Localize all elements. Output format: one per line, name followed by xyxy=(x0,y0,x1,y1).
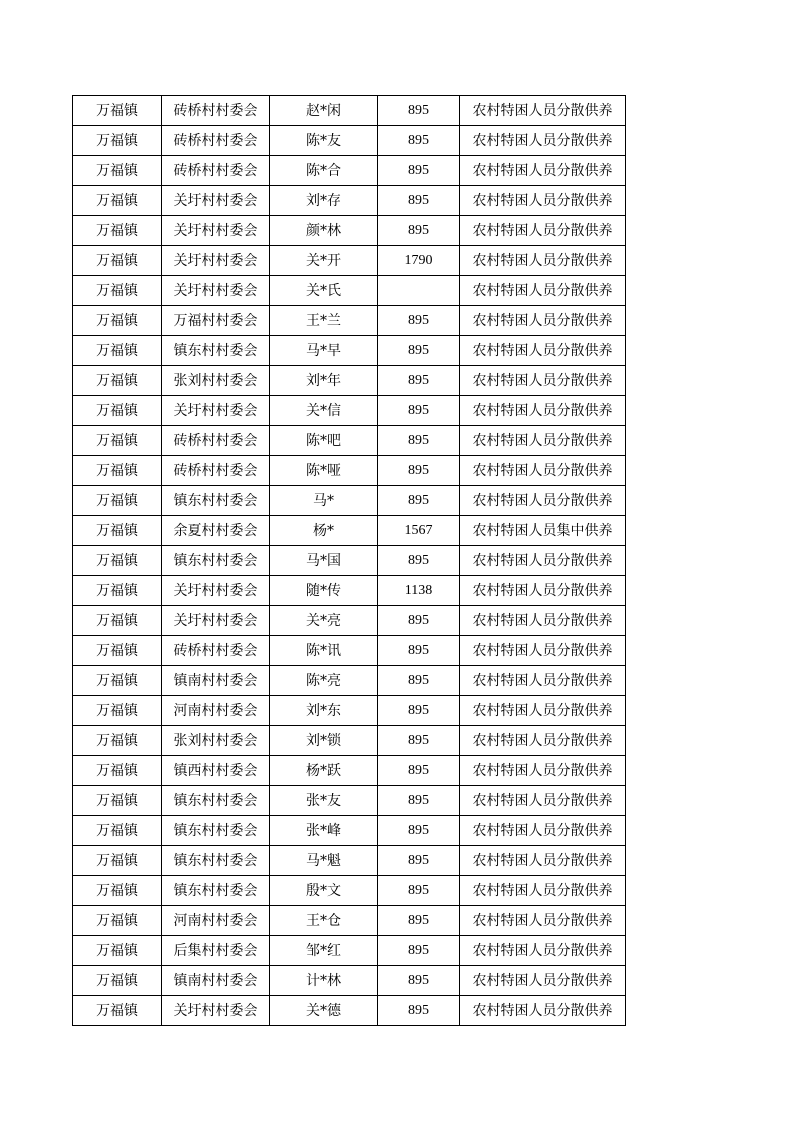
village-committee-cell: 砖桥村村委会 xyxy=(162,96,270,126)
name-cell: 邹*红 xyxy=(270,936,378,966)
category-cell: 农村特困人员分散供养 xyxy=(460,126,626,156)
town-cell: 万福镇 xyxy=(73,426,162,456)
town-cell: 万福镇 xyxy=(73,456,162,486)
village-committee-cell: 镇东村村委会 xyxy=(162,546,270,576)
category-cell: 农村特困人员分散供养 xyxy=(460,246,626,276)
amount-cell: 895 xyxy=(378,906,460,936)
category-cell: 农村特困人员分散供养 xyxy=(460,426,626,456)
table-row xyxy=(73,246,626,276)
table-row xyxy=(73,756,626,786)
village-committee-cell: 关圩村村委会 xyxy=(162,606,270,636)
village-committee-cell: 关圩村村委会 xyxy=(162,996,270,1026)
town-cell: 万福镇 xyxy=(73,186,162,216)
amount-cell: 895 xyxy=(378,696,460,726)
village-committee-cell: 镇东村村委会 xyxy=(162,786,270,816)
amount-cell: 895 xyxy=(378,636,460,666)
category-cell: 农村特困人员分散供养 xyxy=(460,816,626,846)
town-cell: 万福镇 xyxy=(73,876,162,906)
amount-cell: 895 xyxy=(378,156,460,186)
amount-cell: 895 xyxy=(378,216,460,246)
town-cell: 万福镇 xyxy=(73,726,162,756)
category-cell: 农村特困人员分散供养 xyxy=(460,366,626,396)
category-cell: 农村特困人员分散供养 xyxy=(460,156,626,186)
amount-cell: 895 xyxy=(378,336,460,366)
town-cell: 万福镇 xyxy=(73,756,162,786)
table-row xyxy=(73,606,626,636)
amount-cell: 895 xyxy=(378,456,460,486)
amount-cell: 895 xyxy=(378,366,460,396)
village-committee-cell: 关圩村村委会 xyxy=(162,186,270,216)
amount-cell: 895 xyxy=(378,186,460,216)
name-cell: 马*早 xyxy=(270,336,378,366)
category-cell: 农村特困人员分散供养 xyxy=(460,336,626,366)
town-cell: 万福镇 xyxy=(73,906,162,936)
table-row xyxy=(73,966,626,996)
town-cell: 万福镇 xyxy=(73,606,162,636)
town-cell: 万福镇 xyxy=(73,546,162,576)
amount-cell: 895 xyxy=(378,786,460,816)
town-cell: 万福镇 xyxy=(73,576,162,606)
category-cell: 农村特困人员分散供养 xyxy=(460,876,626,906)
town-cell: 万福镇 xyxy=(73,96,162,126)
village-committee-cell: 砖桥村村委会 xyxy=(162,636,270,666)
category-cell: 农村特困人员分散供养 xyxy=(460,486,626,516)
table-row xyxy=(73,126,626,156)
category-cell: 农村特困人员分散供养 xyxy=(460,186,626,216)
village-committee-cell: 镇东村村委会 xyxy=(162,336,270,366)
town-cell: 万福镇 xyxy=(73,216,162,246)
name-cell: 刘*锁 xyxy=(270,726,378,756)
village-committee-cell: 镇西村村委会 xyxy=(162,756,270,786)
town-cell: 万福镇 xyxy=(73,516,162,546)
table-row xyxy=(73,936,626,966)
amount-cell: 895 xyxy=(378,996,460,1026)
table-row xyxy=(73,396,626,426)
name-cell: 关*氏 xyxy=(270,276,378,306)
table-body xyxy=(73,96,626,1026)
table-row xyxy=(73,546,626,576)
table-row xyxy=(73,186,626,216)
amount-cell: 895 xyxy=(378,966,460,996)
category-cell: 农村特困人员分散供养 xyxy=(460,306,626,336)
village-committee-cell: 张刘村村委会 xyxy=(162,726,270,756)
name-cell: 王*兰 xyxy=(270,306,378,336)
name-cell: 马* xyxy=(270,486,378,516)
village-committee-cell: 河南村村委会 xyxy=(162,696,270,726)
category-cell: 农村特困人员分散供养 xyxy=(460,696,626,726)
name-cell: 张*峰 xyxy=(270,816,378,846)
amount-cell: 895 xyxy=(378,936,460,966)
name-cell: 关*开 xyxy=(270,246,378,276)
town-cell: 万福镇 xyxy=(73,996,162,1026)
town-cell: 万福镇 xyxy=(73,306,162,336)
category-cell: 农村特困人员分散供养 xyxy=(460,936,626,966)
category-cell: 农村特困人员分散供养 xyxy=(460,786,626,816)
category-cell: 农村特困人员分散供养 xyxy=(460,966,626,996)
name-cell: 赵*闲 xyxy=(270,96,378,126)
table-row xyxy=(73,726,626,756)
town-cell: 万福镇 xyxy=(73,126,162,156)
table-row xyxy=(73,516,626,546)
beneficiary-table xyxy=(72,95,626,1026)
village-committee-cell: 余夏村村委会 xyxy=(162,516,270,546)
name-cell: 关*信 xyxy=(270,396,378,426)
category-cell: 农村特困人员分散供养 xyxy=(460,396,626,426)
table-row xyxy=(73,306,626,336)
amount-cell: 895 xyxy=(378,606,460,636)
category-cell: 农村特困人员分散供养 xyxy=(460,576,626,606)
name-cell: 陈*讯 xyxy=(270,636,378,666)
category-cell: 农村特困人员分散供养 xyxy=(460,546,626,576)
table-row xyxy=(73,576,626,606)
category-cell: 农村特困人员分散供养 xyxy=(460,756,626,786)
category-cell: 农村特困人员分散供养 xyxy=(460,96,626,126)
amount-cell: 895 xyxy=(378,726,460,756)
category-cell: 农村特困人员分散供养 xyxy=(460,606,626,636)
amount-cell: 895 xyxy=(378,96,460,126)
name-cell: 关*德 xyxy=(270,996,378,1026)
village-committee-cell: 张刘村村委会 xyxy=(162,366,270,396)
name-cell: 计*林 xyxy=(270,966,378,996)
village-committee-cell: 镇东村村委会 xyxy=(162,816,270,846)
table-row xyxy=(73,216,626,246)
name-cell: 陈*哑 xyxy=(270,456,378,486)
village-committee-cell: 砖桥村村委会 xyxy=(162,126,270,156)
amount-cell: 895 xyxy=(378,876,460,906)
village-committee-cell: 砖桥村村委会 xyxy=(162,456,270,486)
table-row xyxy=(73,636,626,666)
amount-cell xyxy=(378,276,460,306)
name-cell: 杨* xyxy=(270,516,378,546)
town-cell: 万福镇 xyxy=(73,636,162,666)
table-row xyxy=(73,96,626,126)
name-cell: 刘*存 xyxy=(270,186,378,216)
village-committee-cell: 关圩村村委会 xyxy=(162,246,270,276)
category-cell: 农村特困人员分散供养 xyxy=(460,726,626,756)
town-cell: 万福镇 xyxy=(73,366,162,396)
name-cell: 殷*文 xyxy=(270,876,378,906)
category-cell: 农村特困人员集中供养 xyxy=(460,516,626,546)
table-row xyxy=(73,426,626,456)
town-cell: 万福镇 xyxy=(73,936,162,966)
table-row xyxy=(73,906,626,936)
name-cell: 杨*跃 xyxy=(270,756,378,786)
town-cell: 万福镇 xyxy=(73,696,162,726)
table-row xyxy=(73,486,626,516)
category-cell: 农村特困人员分散供养 xyxy=(460,846,626,876)
name-cell: 刘*年 xyxy=(270,366,378,396)
town-cell: 万福镇 xyxy=(73,156,162,186)
table-row xyxy=(73,846,626,876)
name-cell: 马*魁 xyxy=(270,846,378,876)
village-committee-cell: 关圩村村委会 xyxy=(162,216,270,246)
village-committee-cell: 镇东村村委会 xyxy=(162,876,270,906)
amount-cell: 895 xyxy=(378,756,460,786)
category-cell: 农村特困人员分散供养 xyxy=(460,456,626,486)
amount-cell: 1790 xyxy=(378,246,460,276)
name-cell: 颜*林 xyxy=(270,216,378,246)
village-committee-cell: 砖桥村村委会 xyxy=(162,426,270,456)
name-cell: 张*友 xyxy=(270,786,378,816)
amount-cell: 895 xyxy=(378,846,460,876)
table-row xyxy=(73,666,626,696)
category-cell: 农村特困人员分散供养 xyxy=(460,906,626,936)
table-row xyxy=(73,336,626,366)
amount-cell: 895 xyxy=(378,486,460,516)
town-cell: 万福镇 xyxy=(73,846,162,876)
village-committee-cell: 关圩村村委会 xyxy=(162,576,270,606)
table-row xyxy=(73,996,626,1026)
category-cell: 农村特困人员分散供养 xyxy=(460,996,626,1026)
village-committee-cell: 砖桥村村委会 xyxy=(162,156,270,186)
name-cell: 随*传 xyxy=(270,576,378,606)
category-cell: 农村特困人员分散供养 xyxy=(460,216,626,246)
table-row xyxy=(73,156,626,186)
town-cell: 万福镇 xyxy=(73,666,162,696)
amount-cell: 895 xyxy=(378,126,460,156)
amount-cell: 895 xyxy=(378,426,460,456)
town-cell: 万福镇 xyxy=(73,786,162,816)
table-row xyxy=(73,696,626,726)
town-cell: 万福镇 xyxy=(73,336,162,366)
village-committee-cell: 万福村村委会 xyxy=(162,306,270,336)
table-row xyxy=(73,786,626,816)
name-cell: 陈*友 xyxy=(270,126,378,156)
village-committee-cell: 关圩村村委会 xyxy=(162,276,270,306)
category-cell: 农村特困人员分散供养 xyxy=(460,666,626,696)
town-cell: 万福镇 xyxy=(73,816,162,846)
name-cell: 陈*合 xyxy=(270,156,378,186)
table-row xyxy=(73,366,626,396)
name-cell: 关*亮 xyxy=(270,606,378,636)
village-committee-cell: 关圩村村委会 xyxy=(162,396,270,426)
village-committee-cell: 镇东村村委会 xyxy=(162,846,270,876)
name-cell: 王*仓 xyxy=(270,906,378,936)
town-cell: 万福镇 xyxy=(73,966,162,996)
amount-cell: 895 xyxy=(378,666,460,696)
category-cell: 农村特困人员分散供养 xyxy=(460,636,626,666)
amount-cell: 895 xyxy=(378,546,460,576)
table-row xyxy=(73,876,626,906)
village-committee-cell: 镇南村村委会 xyxy=(162,966,270,996)
amount-cell: 895 xyxy=(378,816,460,846)
amount-cell: 895 xyxy=(378,396,460,426)
town-cell: 万福镇 xyxy=(73,246,162,276)
amount-cell: 1567 xyxy=(378,516,460,546)
town-cell: 万福镇 xyxy=(73,276,162,306)
table-row xyxy=(73,276,626,306)
village-committee-cell: 镇东村村委会 xyxy=(162,486,270,516)
town-cell: 万福镇 xyxy=(73,396,162,426)
name-cell: 马*国 xyxy=(270,546,378,576)
amount-cell: 1138 xyxy=(378,576,460,606)
category-cell: 农村特困人员分散供养 xyxy=(460,276,626,306)
town-cell: 万福镇 xyxy=(73,486,162,516)
name-cell: 陈*吧 xyxy=(270,426,378,456)
village-committee-cell: 镇南村村委会 xyxy=(162,666,270,696)
name-cell: 刘*东 xyxy=(270,696,378,726)
table-row xyxy=(73,456,626,486)
village-committee-cell: 河南村村委会 xyxy=(162,906,270,936)
amount-cell: 895 xyxy=(378,306,460,336)
village-committee-cell: 后集村村委会 xyxy=(162,936,270,966)
name-cell: 陈*亮 xyxy=(270,666,378,696)
table-row xyxy=(73,816,626,846)
